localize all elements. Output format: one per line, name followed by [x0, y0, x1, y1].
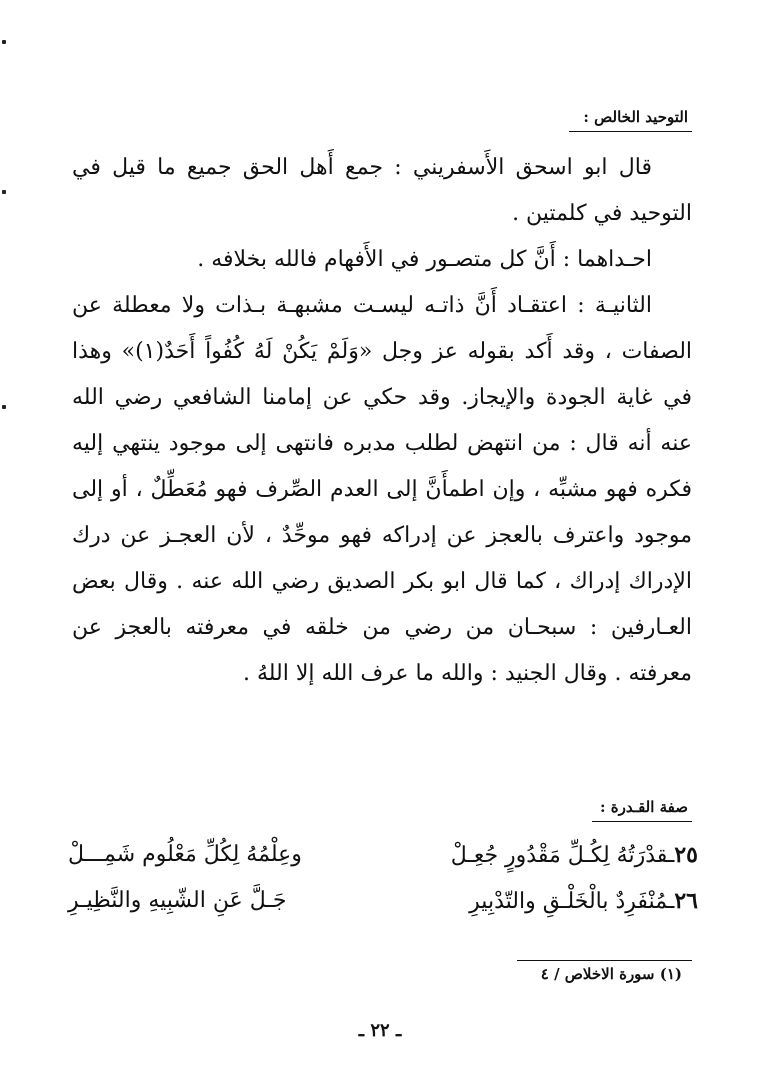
section-heading-attribute-power: صفة القـدرة :	[599, 798, 688, 816]
tawhid-body	[72, 145, 692, 697]
verse-first-hemistich	[451, 832, 698, 878]
page-number: ـ ٢٢ ـ	[358, 1020, 402, 1041]
edge-mark	[2, 190, 6, 194]
footnote: (١) سورة الاخلاص / ٤	[540, 965, 682, 983]
heading-underline	[592, 821, 692, 822]
verse-second-hemistich: وعِلْمُهُ لِكُلِّ مَعْلُوم شَمِـــلْ	[68, 842, 302, 867]
verse-block	[68, 832, 698, 924]
footnote-separator	[517, 960, 692, 961]
verse-row	[68, 878, 698, 924]
verse-number: ٢٥	[674, 842, 698, 868]
paragraph: الثانيـة : اعتقـاد أَنَّ ذاتـه ليسـت مشبهـة بـذات ولا معطلة عن الصفات ، وقد أَكد بقوله عز وجل «وَلَمْ يَكُنْ لَهُ كُفُواً أَحَدٌ(١)» وهذا في غاية الجودة والإيجاز. وقد حكي عن إمامنا الشافعي رضي الله عنه أنه قال : من انتهض لطلب مدبره فانتهى إلى موجود ينتهي إليه فكره فهو مشبِّه ، وإن اطمأَنَّ إلى العدم الصِّرف فهو مُعَطِّلٌ ، أو إلى موجود واعترف بالعجز عن إدراكه فهو موحِّدٌ ، لأن العجـز عن درك الإدراك إدراك ، كما قال ابو بكر الصديق رضي الله عنه . وقال بعض العـارفين : سبحـان من رضي من خلقه في معرفته بالعجز عن معرفته . وقال الجنيد : والله ما عرف الله إلا اللهُ .	[72, 293, 693, 686]
section-heading-pure-tawhid: التوحيد الخالص :	[583, 108, 688, 126]
edge-mark	[2, 405, 6, 409]
verse-first-text: ـمُنْفَرِدٌ بالْخَلْـقِ والتّدْبِيرِ	[469, 889, 675, 914]
paragraph: احـداهما : أَنَّ كل متصـور في الأَفهام فالله بخلافه .	[197, 247, 652, 272]
paragraph: قال ابو اسحق الأَسفريني : جمع أَهل الحق جميع ما قيل في التوحيد في كلمتين .	[72, 155, 692, 226]
verse-second-hemistich: جَـلَّ عَنِ الشّبِيهِ والنَّظِيـرِ	[68, 888, 287, 913]
verse-number: ٢٦	[674, 888, 698, 914]
edge-mark	[2, 40, 6, 44]
verse-first-hemistich	[469, 878, 698, 924]
verse-first-text: ـقدْرَتُهُ لِكُـلِّ مَقْدُورٍ جُعِـلْ	[450, 843, 675, 868]
heading-underline	[569, 131, 692, 132]
verse-row	[68, 832, 698, 878]
